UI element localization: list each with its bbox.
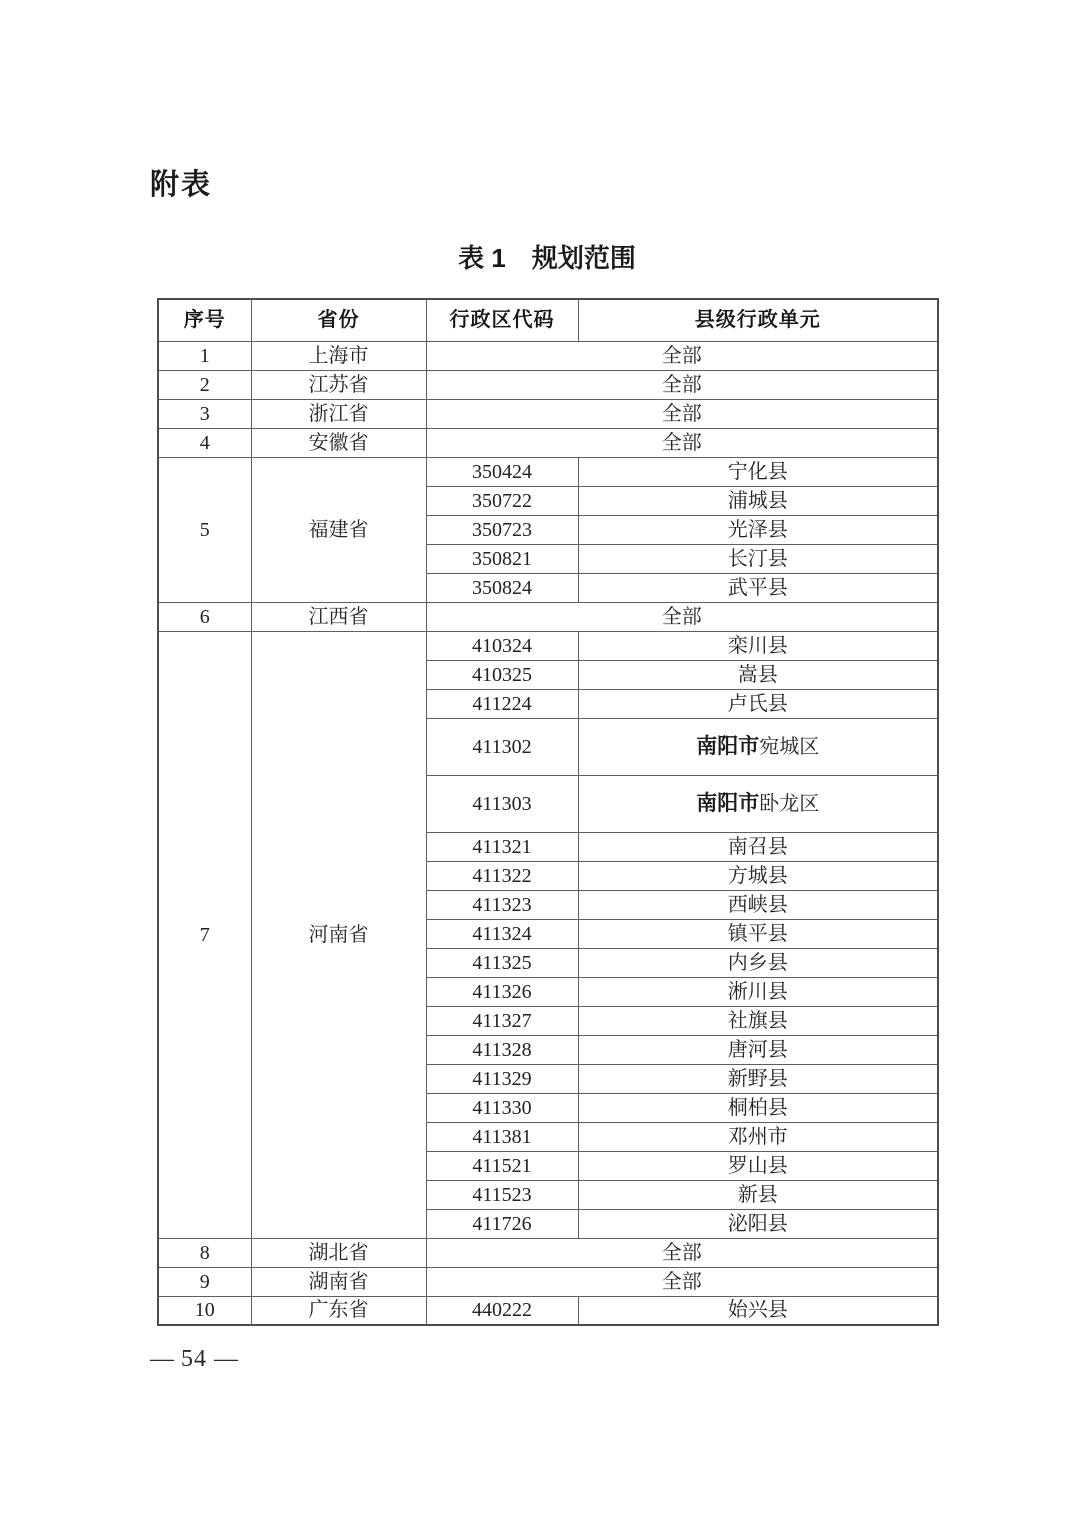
row-number-cell: 10 (158, 1296, 251, 1325)
table-row (158, 1267, 938, 1296)
province-cell: 上海市 (251, 341, 426, 370)
county-cell: 光泽县 (578, 515, 938, 544)
code-cell: 411330 (426, 1093, 578, 1122)
county-cell: 桐柏县 (578, 1093, 938, 1122)
province-cell: 河南省 (251, 631, 426, 1238)
table-body (158, 341, 938, 1325)
province-cell: 湖南省 (251, 1267, 426, 1296)
table-row (158, 1296, 938, 1325)
county-cell: 始兴县 (578, 1296, 938, 1325)
province-cell: 广东省 (251, 1296, 426, 1325)
code-cell: 350424 (426, 457, 578, 486)
code-cell: 350821 (426, 544, 578, 573)
code-cell: 411326 (426, 977, 578, 1006)
city-prefix: 南阳市 (696, 791, 760, 815)
county-cell: 淅川县 (578, 977, 938, 1006)
scope-cell: 全部 (426, 399, 938, 428)
county-cell: 宁化县 (578, 457, 938, 486)
scope-cell: 全部 (426, 341, 938, 370)
code-cell: 411303 (426, 775, 578, 832)
county-cell: 南召县 (578, 832, 938, 861)
table-title: 表 1 规划范围 (458, 243, 636, 273)
province-cell: 浙江省 (251, 399, 426, 428)
county-cell: 南阳市卧龙区 (578, 775, 938, 832)
code-cell: 411323 (426, 890, 578, 919)
row-number-cell: 8 (158, 1238, 251, 1267)
county-cell: 方城县 (578, 861, 938, 890)
code-cell: 440222 (426, 1296, 578, 1325)
county-cell: 浦城县 (578, 486, 938, 515)
table-row (158, 399, 938, 428)
code-cell: 411329 (426, 1064, 578, 1093)
county-cell: 泌阳县 (578, 1209, 938, 1238)
header-cell-index: 序号 (158, 299, 251, 341)
scope-cell: 全部 (426, 428, 938, 457)
province-cell: 江西省 (251, 602, 426, 631)
province-cell: 安徽省 (251, 428, 426, 457)
county-cell: 栾川县 (578, 631, 938, 660)
county-cell: 罗山县 (578, 1151, 938, 1180)
county-cell: 镇平县 (578, 919, 938, 948)
planning-scope-table (157, 298, 939, 1326)
county-cell: 社旗县 (578, 1006, 938, 1035)
code-cell: 411726 (426, 1209, 578, 1238)
county-cell: 嵩县 (578, 660, 938, 689)
county-cell: 唐河县 (578, 1035, 938, 1064)
row-number-cell: 7 (158, 631, 251, 1238)
footer-dash-left: — (150, 1346, 174, 1372)
county-cell: 西峡县 (578, 890, 938, 919)
scope-cell: 全部 (426, 1267, 938, 1296)
code-cell: 411328 (426, 1035, 578, 1064)
code-cell: 350723 (426, 515, 578, 544)
county-cell: 卢氏县 (578, 689, 938, 718)
table-row (158, 631, 938, 660)
table-row (158, 428, 938, 457)
table-row (158, 1238, 938, 1267)
scope-cell: 全部 (426, 370, 938, 399)
code-cell: 411523 (426, 1180, 578, 1209)
row-number-cell: 1 (158, 341, 251, 370)
code-cell: 411302 (426, 718, 578, 775)
county-cell: 长汀县 (578, 544, 938, 573)
city-prefix: 南阳市 (696, 734, 760, 758)
province-cell: 福建省 (251, 457, 426, 602)
code-cell: 411322 (426, 861, 578, 890)
code-cell: 410324 (426, 631, 578, 660)
code-cell: 411381 (426, 1122, 578, 1151)
header-cell-unit: 县级行政单元 (578, 299, 938, 341)
table-header-row (158, 299, 938, 341)
row-number-cell: 5 (158, 457, 251, 602)
county-cell: 新县 (578, 1180, 938, 1209)
province-cell: 湖北省 (251, 1238, 426, 1267)
county-cell: 邓州市 (578, 1122, 938, 1151)
code-cell: 411324 (426, 919, 578, 948)
county-cell: 新野县 (578, 1064, 938, 1093)
code-cell: 350824 (426, 573, 578, 602)
row-number-cell: 3 (158, 399, 251, 428)
scope-cell: 全部 (426, 602, 938, 631)
code-cell: 411224 (426, 689, 578, 718)
table-row (158, 370, 938, 399)
header-cell-province: 省份 (251, 299, 426, 341)
table-row (158, 602, 938, 631)
annex-label: 附表 (150, 169, 213, 201)
code-cell: 411521 (426, 1151, 578, 1180)
row-number-cell: 9 (158, 1267, 251, 1296)
code-cell: 350722 (426, 486, 578, 515)
code-cell: 410325 (426, 660, 578, 689)
code-cell: 411327 (426, 1006, 578, 1035)
row-number-cell: 6 (158, 602, 251, 631)
county-cell: 武平县 (578, 573, 938, 602)
code-cell: 411325 (426, 948, 578, 977)
row-number-cell: 2 (158, 370, 251, 399)
county-cell: 南阳市宛城区 (578, 718, 938, 775)
scope-cell: 全部 (426, 1238, 938, 1267)
header-cell-code: 行政区代码 (426, 299, 578, 341)
code-cell: 411321 (426, 832, 578, 861)
county-cell: 内乡县 (578, 948, 938, 977)
footer-dash-right: — (214, 1346, 238, 1372)
province-cell: 江苏省 (251, 370, 426, 399)
footer-page-number: 54 (181, 1346, 207, 1372)
table-row (158, 457, 938, 486)
table-row (158, 341, 938, 370)
page-footer (150, 1346, 238, 1373)
row-number-cell: 4 (158, 428, 251, 457)
